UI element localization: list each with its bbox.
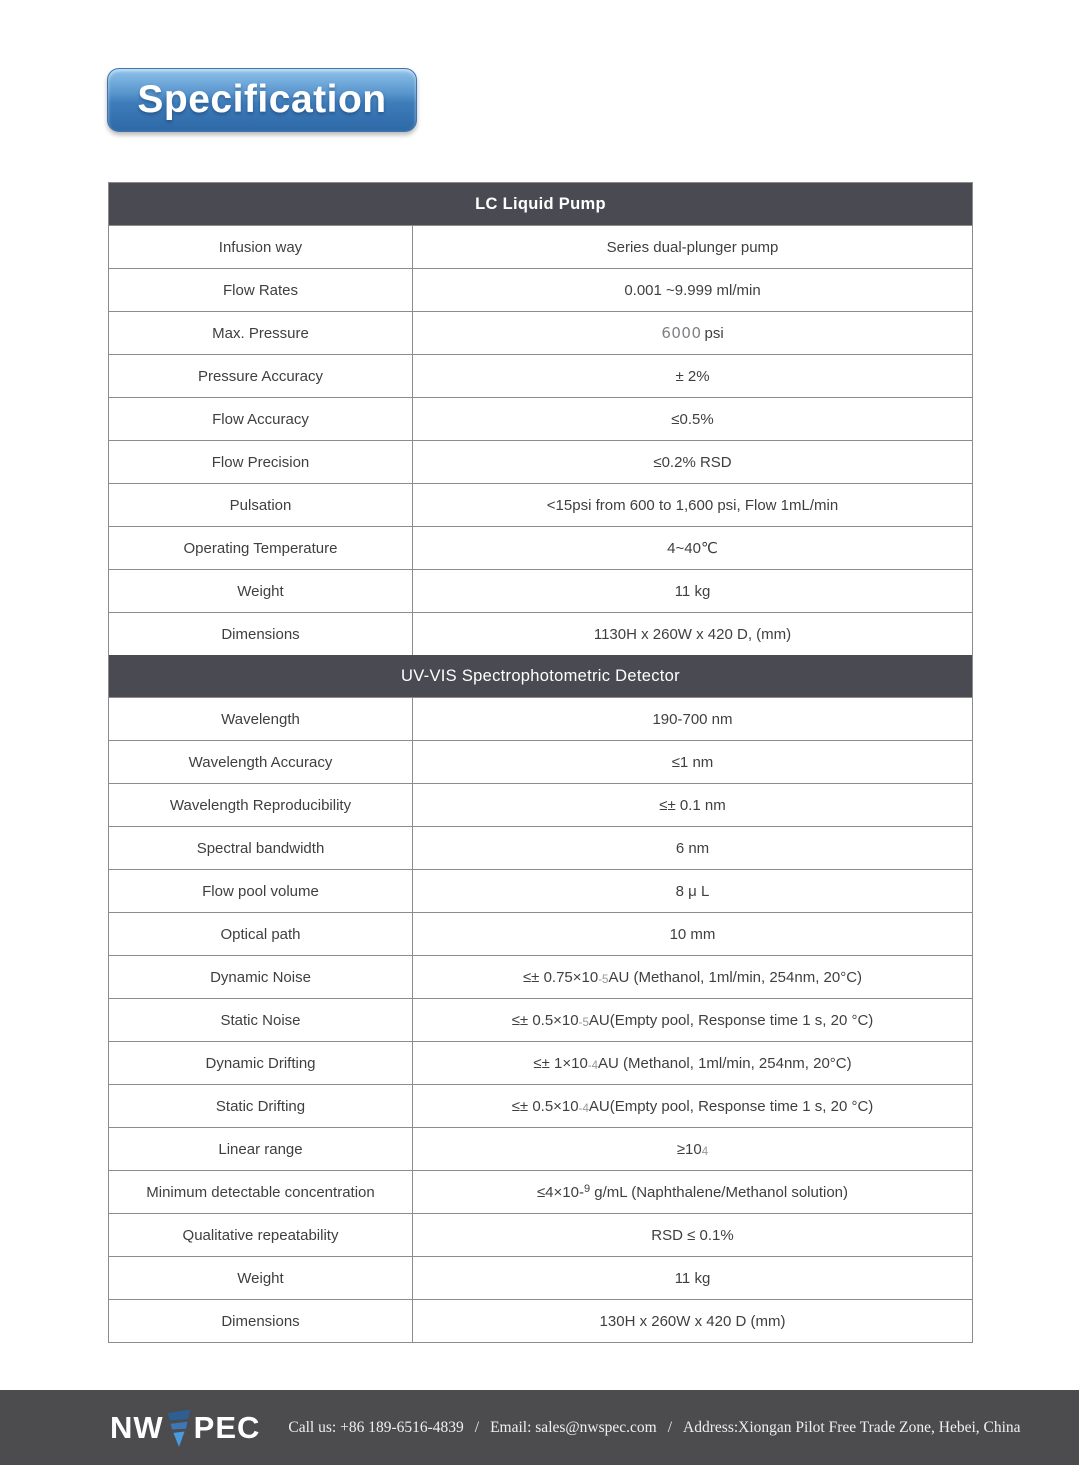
- spec-value: ± 2%: [675, 367, 710, 385]
- spec-label: Flow pool volume: [109, 870, 413, 912]
- spec-value: 8 μ L: [675, 882, 710, 900]
- spec-label: Infusion way: [109, 226, 413, 268]
- logo-text-suffix: PEC: [193, 1410, 261, 1445]
- table-row: [109, 869, 972, 912]
- spec-label: Wavelength: [109, 698, 413, 740]
- logo-text-prefix: NW: [110, 1410, 164, 1445]
- spec-value: ≤4×10-$^9$ g/mL (Naphthalene/Methanol solution): [536, 1183, 849, 1201]
- spec-value: <15psi from 600 to 1,600 psi, Flow 1mL/min: [546, 496, 839, 514]
- section-header-uv-vis-spectrophotometric-detector: UV-VIS Spectrophotometric Detector: [109, 655, 972, 697]
- spec-label: Spectral bandwidth: [109, 827, 413, 869]
- spec-value: 6000 psi: [661, 324, 724, 342]
- table-row: [109, 998, 972, 1041]
- table-row: [109, 612, 972, 655]
- table-row: [109, 955, 972, 998]
- footer-contact-line: [288, 1419, 1020, 1437]
- spec-label: Operating Temperature: [109, 527, 413, 569]
- specification-banner: [107, 68, 417, 132]
- spec-label: Dimensions: [109, 1300, 413, 1342]
- spec-table: [108, 182, 973, 1343]
- table-row: [109, 483, 972, 526]
- spec-label: Pulsation: [109, 484, 413, 526]
- page-title: Specification: [137, 78, 387, 121]
- spec-value: ≤0.5%: [671, 410, 714, 428]
- table-row: [109, 826, 972, 869]
- spec-label: Dynamic Drifting: [109, 1042, 413, 1084]
- table-row: [109, 1127, 972, 1170]
- spec-label: Max. Pressure: [109, 312, 413, 354]
- spec-label: Dynamic Noise: [109, 956, 413, 998]
- spec-label: Linear range: [109, 1128, 413, 1170]
- spec-label: Pressure Accuracy: [109, 355, 413, 397]
- spec-value: 130H x 260W x 420 D (mm): [599, 1312, 786, 1330]
- spec-value: 11 kg: [674, 1269, 711, 1287]
- spec-label: Wavelength Accuracy: [109, 741, 413, 783]
- table-row: [109, 1213, 972, 1256]
- table-row: [109, 1041, 972, 1084]
- funnel-icon: [165, 1406, 193, 1450]
- table-row: [109, 397, 972, 440]
- spec-value: ≤± 1×10-4AU (Methanol, 1ml/min, 254nm, 20°C): [533, 1054, 852, 1072]
- table-row: [109, 526, 972, 569]
- table-row: [109, 1299, 972, 1342]
- spec-label: Optical path: [109, 913, 413, 955]
- table-row: [109, 225, 972, 268]
- spec-value: RSD ≤ 0.1%: [651, 1226, 734, 1244]
- nwpec-logo: [110, 1406, 260, 1450]
- spec-value: ≤± 0.5×10-5AU(Empty pool, Response time 1 s, 20 °C): [511, 1011, 874, 1029]
- footer-bar: [0, 1390, 1079, 1465]
- spec-value: 0.001 ~9.999 ml/min: [624, 281, 761, 299]
- spec-label: Static Noise: [109, 999, 413, 1041]
- table-row: [109, 311, 972, 354]
- spec-label: Weight: [109, 1257, 413, 1299]
- table-row: [109, 1170, 972, 1213]
- spec-value: ≥104: [676, 1140, 709, 1158]
- spec-value: 190-700 nm: [652, 710, 733, 728]
- spec-value: 6 nm: [675, 839, 710, 857]
- table-row: [109, 354, 972, 397]
- spec-label: Flow Accuracy: [109, 398, 413, 440]
- spec-label: Minimum detectable concentration: [109, 1171, 413, 1213]
- table-row: [109, 1256, 972, 1299]
- spec-label: Flow Precision: [109, 441, 413, 483]
- spec-label: Weight: [109, 570, 413, 612]
- footer-contact-separator: /: [667, 1418, 673, 1436]
- footer-contact-item: Call us: +86 189-6516-4839: [288, 1418, 464, 1436]
- spec-value: ≤1 nm: [671, 753, 714, 771]
- spec-label: Qualitative repeatability: [109, 1214, 413, 1256]
- spec-value: Series dual-plunger pump: [606, 238, 779, 256]
- footer-contact-item: Address:Xiongan Pilot Free Trade Zone, Hebei, China: [683, 1418, 1021, 1436]
- spec-value: 10 mm: [669, 925, 716, 943]
- spec-label: Wavelength Reproducibility: [109, 784, 413, 826]
- spec-value: ≤± 0.5×10-4AU(Empty pool, Response time 1 s, 20 °C): [511, 1097, 874, 1115]
- table-row: [109, 268, 972, 311]
- table-row: [109, 1084, 972, 1127]
- table-row: [109, 740, 972, 783]
- table-row: [109, 697, 972, 740]
- table-row: [109, 440, 972, 483]
- footer-contact-separator: /: [474, 1418, 480, 1436]
- spec-label: Static Drifting: [109, 1085, 413, 1127]
- spec-value: 1130H x 260W x 420 D, (mm): [593, 625, 792, 643]
- spec-value: ≤0.2% RSD: [653, 453, 732, 471]
- footer-contact-item: Email: sales@nwspec.com: [490, 1418, 657, 1436]
- spec-value: 11 kg: [674, 582, 711, 600]
- spec-value: ≤± 0.1 nm: [659, 796, 726, 814]
- spec-label: Flow Rates: [109, 269, 413, 311]
- section-header-lc-liquid-pump: LC Liquid Pump: [109, 183, 972, 225]
- spec-label: Dimensions: [109, 613, 413, 655]
- table-row: [109, 912, 972, 955]
- table-row: [109, 569, 972, 612]
- spec-value: 4~40℃: [667, 540, 718, 557]
- spec-value: ≤± 0.75×10-5AU (Methanol, 1ml/min, 254nm, 20°C): [522, 968, 863, 986]
- table-row: [109, 783, 972, 826]
